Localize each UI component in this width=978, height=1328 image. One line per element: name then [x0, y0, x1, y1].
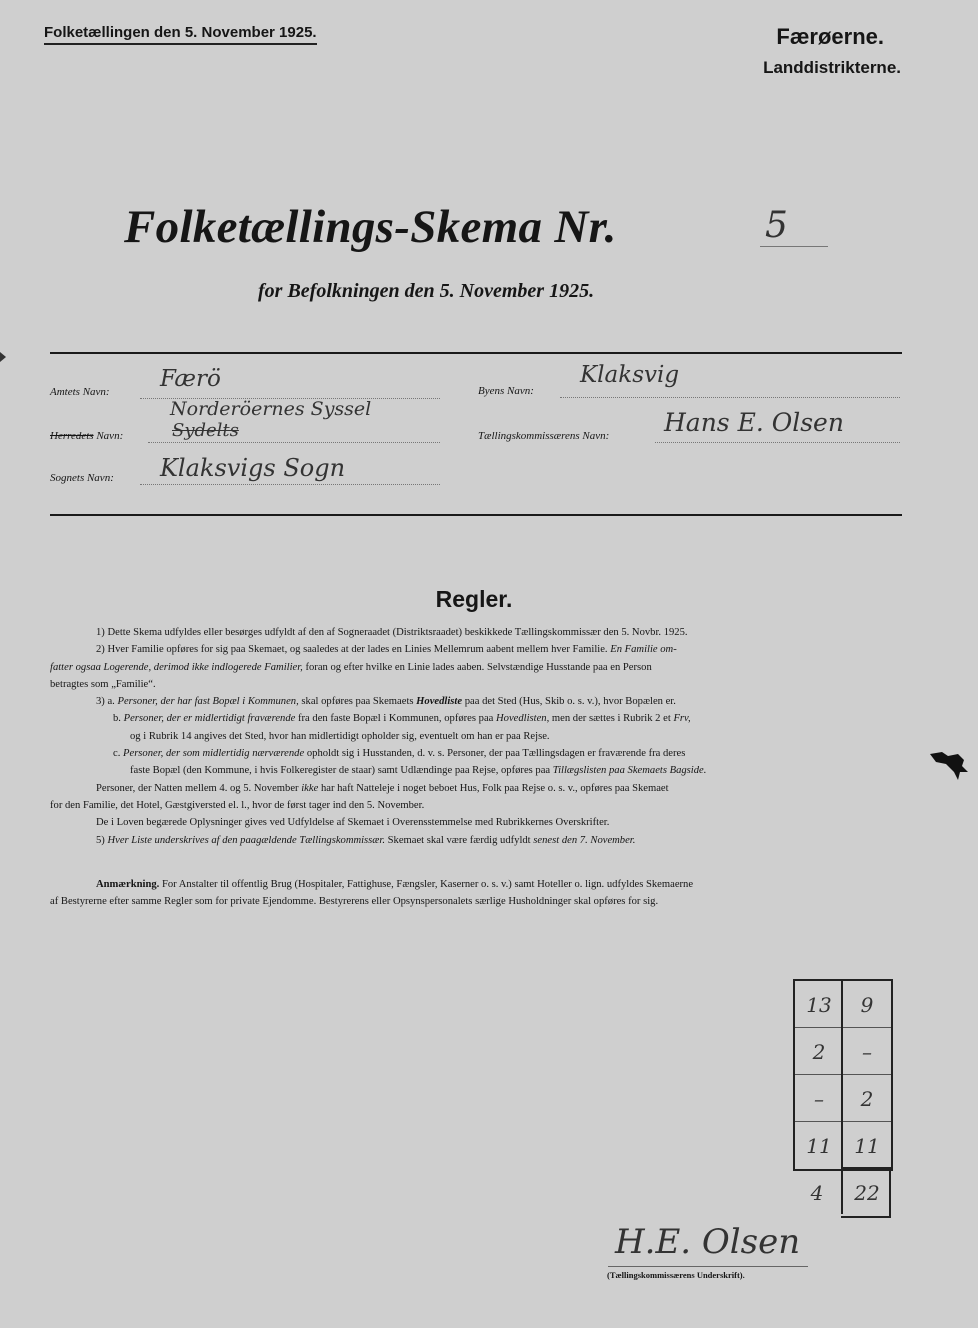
rule-3a-italic-2: Hovedliste — [416, 696, 463, 708]
form-number-line — [760, 246, 828, 247]
ink-blot — [928, 742, 972, 782]
amt-label: Amtets Navn: — [50, 386, 110, 398]
rule-3c-line-2 — [50, 762, 906, 779]
rule-3b-line-2: og i Rubrik 14 angives det Sted, hvor han midlertidigt opholder sig, eventuelt om han er paa Rejse. — [130, 730, 550, 742]
tally-cell: 11 — [854, 1133, 880, 1158]
rule-3c-italic: Personer, der som midlertidig nærværende — [123, 748, 305, 760]
kommissaer-line — [655, 442, 900, 443]
signature-caption: (Tællingskommissærens Underskrift). — [607, 1270, 745, 1280]
rule-4-italic: ikke — [301, 782, 319, 794]
rule-3c-num: c. — [113, 748, 121, 760]
region-title: Færøerne. — [776, 24, 884, 49]
tally-cell: – — [862, 1039, 872, 1064]
rule-2-line-3: betragtes som „Familie“. — [50, 678, 156, 690]
rule-2-line-2 — [50, 659, 906, 676]
tally-total-right: 22 — [854, 1180, 880, 1205]
rule-1: 1) Dette Skema udfyldes eller besørges udfyldt af den af Sogneraadet (Distriktsraadet) beskikkede Tællingskommissær den 5. Novbr. 1925. — [96, 627, 688, 638]
rule-3b-mid: fra den faste Bopæl i Kommunen, opføres paa — [298, 713, 494, 725]
rule-2-italic-2: fatter ogsaa Logerende, derimod ikke indlogerede Familier, — [50, 661, 303, 673]
rules-text — [50, 624, 906, 849]
rule-3a-italic: Personer, der har fast Bopæl i Kommunen, — [117, 696, 299, 708]
signature-line — [608, 1266, 808, 1267]
rule-5-mid: Skemaet skal være færdig udfyldt — [387, 834, 531, 846]
rule-3b-italic-3: Frv, — [673, 713, 691, 725]
tally-cell: 13 — [806, 992, 832, 1017]
rule-4-pre: Personer, der Natten mellem 4. og 5. November — [96, 782, 299, 794]
tally-cell: 11 — [806, 1133, 832, 1158]
rule-3a — [50, 693, 906, 710]
kommissaer-value: Hans E. Olsen — [664, 408, 844, 437]
bottom-rule — [50, 514, 902, 516]
rule-3c-post: opholdt sig i Husstanden, d. v. s. Personer, der paa Tællingsdagen er fraværende fra deres — [306, 748, 686, 760]
rule-3a-mid: skal opføres paa Skemaets — [301, 696, 414, 708]
rule-4-line-3: De i Loven begærede Oplysninger gives ved Udfyldelse af Skemaet i Overensstemmelse med Rubrikkernes Overskrifter. — [96, 817, 610, 829]
sogn-value: Klaksvigs Sogn — [160, 454, 346, 482]
region-subtitle: Landdistrikterne. — [763, 58, 901, 77]
annotation-line-1 — [50, 876, 910, 893]
census-header: Folketællingen den 5. November 1925. — [44, 24, 317, 45]
rule-4 — [50, 780, 906, 797]
herred-label-text: Navn: — [96, 430, 124, 442]
rule-5 — [50, 832, 906, 849]
rule-3c — [50, 745, 906, 762]
annotation-label: Anmærkning. — [96, 879, 160, 890]
sogn-line — [140, 484, 440, 485]
tally-total-left: 4 — [810, 1180, 824, 1205]
rule-3b-italic-2: Hovedlisten, — [496, 713, 550, 725]
rule-2-italic: En Familie om- — [610, 644, 677, 656]
amt-value: Færö — [160, 366, 221, 392]
rule-3a-num: 3) a. — [96, 696, 115, 708]
rule-3b-italic: Personer, der er midlertidigt fraværende — [123, 713, 296, 725]
rule-3b — [50, 710, 906, 727]
form-subtitle: for Befolkningen den 5. November 1925. — [258, 280, 595, 302]
byen-line — [560, 397, 900, 398]
kommissaer-label: Tællingskommissærens Navn: — [478, 430, 610, 442]
rule-5-italic: Hver Liste underskrives af den paagældende Tællingskommissær. — [107, 834, 385, 846]
herred-line — [148, 442, 440, 443]
rule-2-text-2: foran og efter hvilke en Linie lades aaben. Selvstændige Husstande paa en Person — [305, 661, 652, 673]
rule-3a-post: paa det Sted (Hus, Skib o. s. v.), hvor Bopælen er. — [464, 696, 676, 708]
rules-heading: Regler. — [435, 586, 513, 612]
herred-label-struck: Herredets — [50, 430, 94, 442]
rule-3c2-italic: Tillægslisten paa Skemaets Bagside. — [552, 765, 707, 777]
form-title: Folketællings-Skema Nr. — [124, 201, 617, 253]
rule-3c2-text: faste Bopæl (den Kommune, i hvis Folkeregister de staar) samt Udlændinge paa Rejse, opføres paa — [130, 765, 551, 777]
annotation-note — [50, 876, 910, 911]
sogn-label: Sognets Navn: — [50, 472, 114, 484]
byen-value: Klaksvig — [580, 362, 680, 388]
rule-3b-post: men der sættes i Rubrik 2 et — [551, 713, 671, 725]
tally-cell: 9 — [860, 992, 874, 1017]
herred-struck-value: Sydelts — [172, 420, 239, 441]
tally-box — [793, 979, 893, 1171]
byen-label: Byens Navn: — [478, 385, 534, 397]
annotation-line-2: af Bestyrerne efter samme Regler som for private Ejendomme. Bestyrerens eller Opsynspersonalets særlige Husholdninger skal opføres for sig. — [50, 896, 659, 908]
rule-3b-num: b. — [113, 713, 121, 725]
annotation-text-1: For Anstalter til offentlig Brug (Hospitaler, Fattighuse, Fængsler, Kaserner o. s. v.) samt Hoteller o. lign. udfyldes Skemaerne — [161, 879, 694, 890]
herred-label — [50, 430, 123, 442]
herred-value: Norderöernes Syssel — [170, 398, 372, 420]
rule-2-line-1 — [50, 641, 906, 658]
rule-2-text: 2) Hver Familie opføres for sig paa Skemaet, og saaledes at der lades en Linies Mellemrum aabent mellem hver Familie. — [96, 644, 608, 656]
rule-5-italic-2: senest den 7. November. — [533, 834, 636, 846]
rule-4-line-2: for den Familie, det Hotel, Gæstgiversted el. l., hvor de først tager ind den 5. November. — [50, 799, 425, 811]
signature: H.E. Olsen — [615, 1222, 801, 1262]
form-number: 5 — [765, 205, 788, 246]
tally-cell: 2 — [812, 1039, 826, 1064]
tally-cell: – — [814, 1086, 824, 1111]
edge-mark — [0, 352, 8, 362]
tally-cell: 2 — [860, 1086, 874, 1111]
rule-5-num: 5) — [96, 834, 105, 846]
top-rule — [50, 352, 902, 354]
rule-4-post: har haft Natteleje i noget beboet Hus, Folk paa Rejse o. s. v., opføres paa Skemaet — [320, 782, 669, 794]
